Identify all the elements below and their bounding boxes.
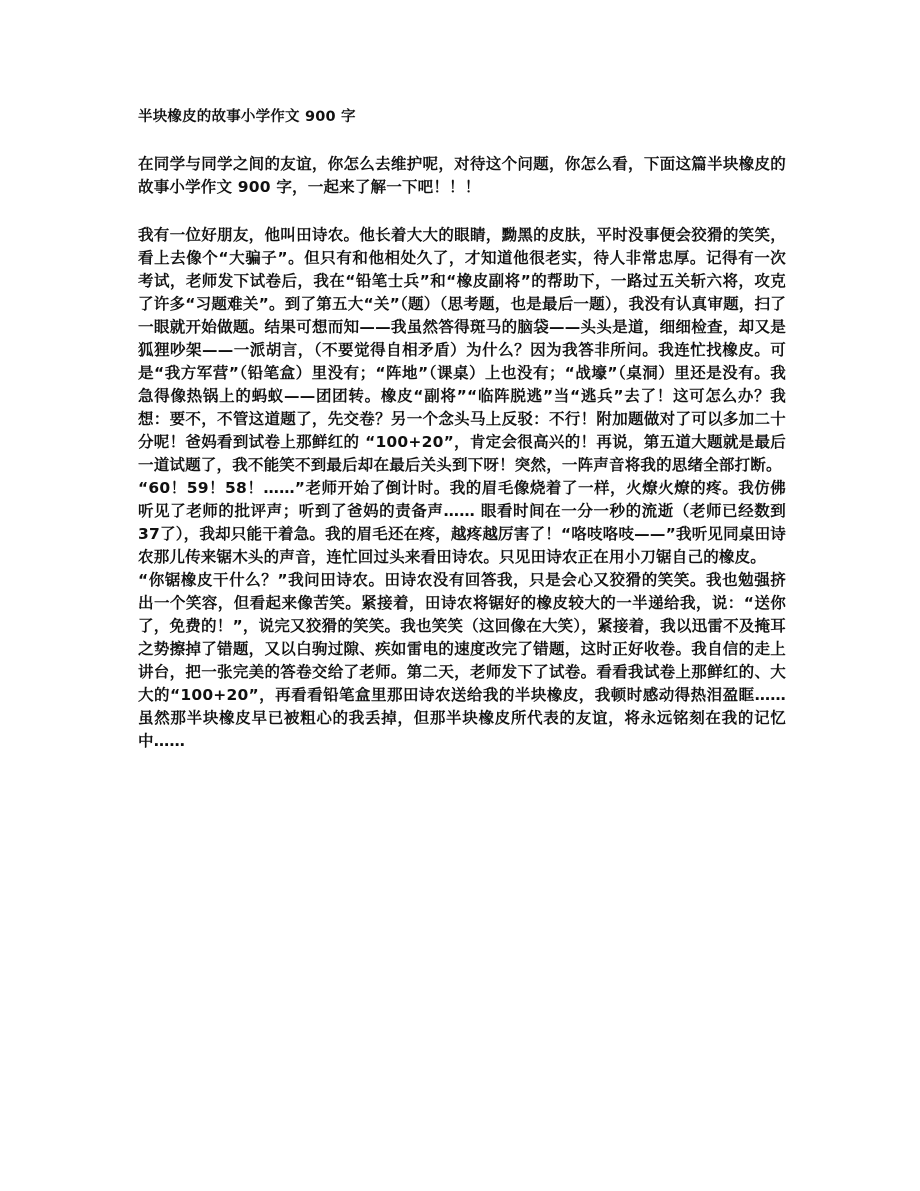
body-paragraph-1: 我有一位好朋友，他叫田诗农。他长着大大的眼睛，黝黑的皮肤，平时没事便会狡猾的笑笑，看上去像个“大骗子”。但只有和他相处久了，才知道他很老实，待人非常忠厚。记得有一次考试，老师发下试卷后，我在“铅笔士兵”和“橡皮副将”的帮助下，一路过五关斩六将，攻克了许多“习题难关”。到了第五大“关”（题）（思考题，也是最后一题），我没有认真审题，扫了一眼就开始做题。结果可想而知——我虽然答得斑马的脑袋——头头是道，细细检查，却又是狐狸吵架——一派胡言，（不要觉得自相矛盾）为什么？因为我答非所问。我连忙找橡皮。可是“我方军营”（铅笔盒）里没有；“阵地”（课桌）上也没有；“战壕”（桌洞）里还是没有。我急得像热锅上的蚂蚁——团团转。橡皮“副将”“临阵脱逃”当“逃兵”去了！这可怎么办？我想：要不，不管这道题了，先交卷？另一个念头马上反驳：不行！附加题做对了可以多加二十分呢！爸妈看到试卷上那鲜红的 “100+20”，肯定会很高兴的！再说，第五道大题就是最后一道试题了，我不能笑不到最后却在最后关头到下呀！突然，一阵声音将我的思绪全部打断。 <box>138 226 786 474</box>
body-paragraph-3: “你锯橡皮干什么？”我问田诗农。田诗农没有回答我，只是会心又狡猾的笑笑。我也勉强挤出一个笑容，但看起来像苦笑。紧接着，田诗农将锯好的橡皮较大的一半递给我，说：“送你了，免费的！”，说完又狡猾的笑笑。我也笑笑（这回像在大笑），紧接着，我以迅雷不及掩耳之势擦掉了错题，又以白驹过隙、疾如雷电的速度改完了错题，这时正好收卷。我自信的走上讲台，把一张完美的答卷交给了老师。第二天，老师发下了试卷。看看我试卷上那鲜红的、大大的“100+20”，再看看铅笔盒里那田诗农送给我的半块橡皮，我顿时感动得热泪盈眶……虽然那半块橡皮早已被粗心的我丢掉，但那半块橡皮所代表的友谊，将永远铭刻在我的记忆中…… <box>138 571 786 750</box>
document-page <box>138 106 786 753</box>
intro-paragraph: 在同学与同学之间的友谊，你怎么去维护呢，对待这个问题，你怎么看，下面这篇半块橡皮的故事小学作文 900 字，一起来了解一下吧！！！ <box>138 155 786 196</box>
document-title: 半块橡皮的故事小学作文 900 字 <box>138 109 356 125</box>
body-paragraph-2: “60！59！58！……”老师开始了倒计时。我的眉毛像烧着了一样，火燎火燎的疼。我仿佛听见了老师的批评声；听到了爸妈的责备声…… 眼看时间在一分一秒的流逝（老师已经数到 37了），我却只能干着急。我的眉毛还在疼，越疼越厉害了！“咯吱咯吱——”我听见同桌田诗农那儿传来锯木头的声音，连忙回过头来看田诗农。只见田诗农正在用小刀锯自己的橡皮。 <box>138 479 786 566</box>
